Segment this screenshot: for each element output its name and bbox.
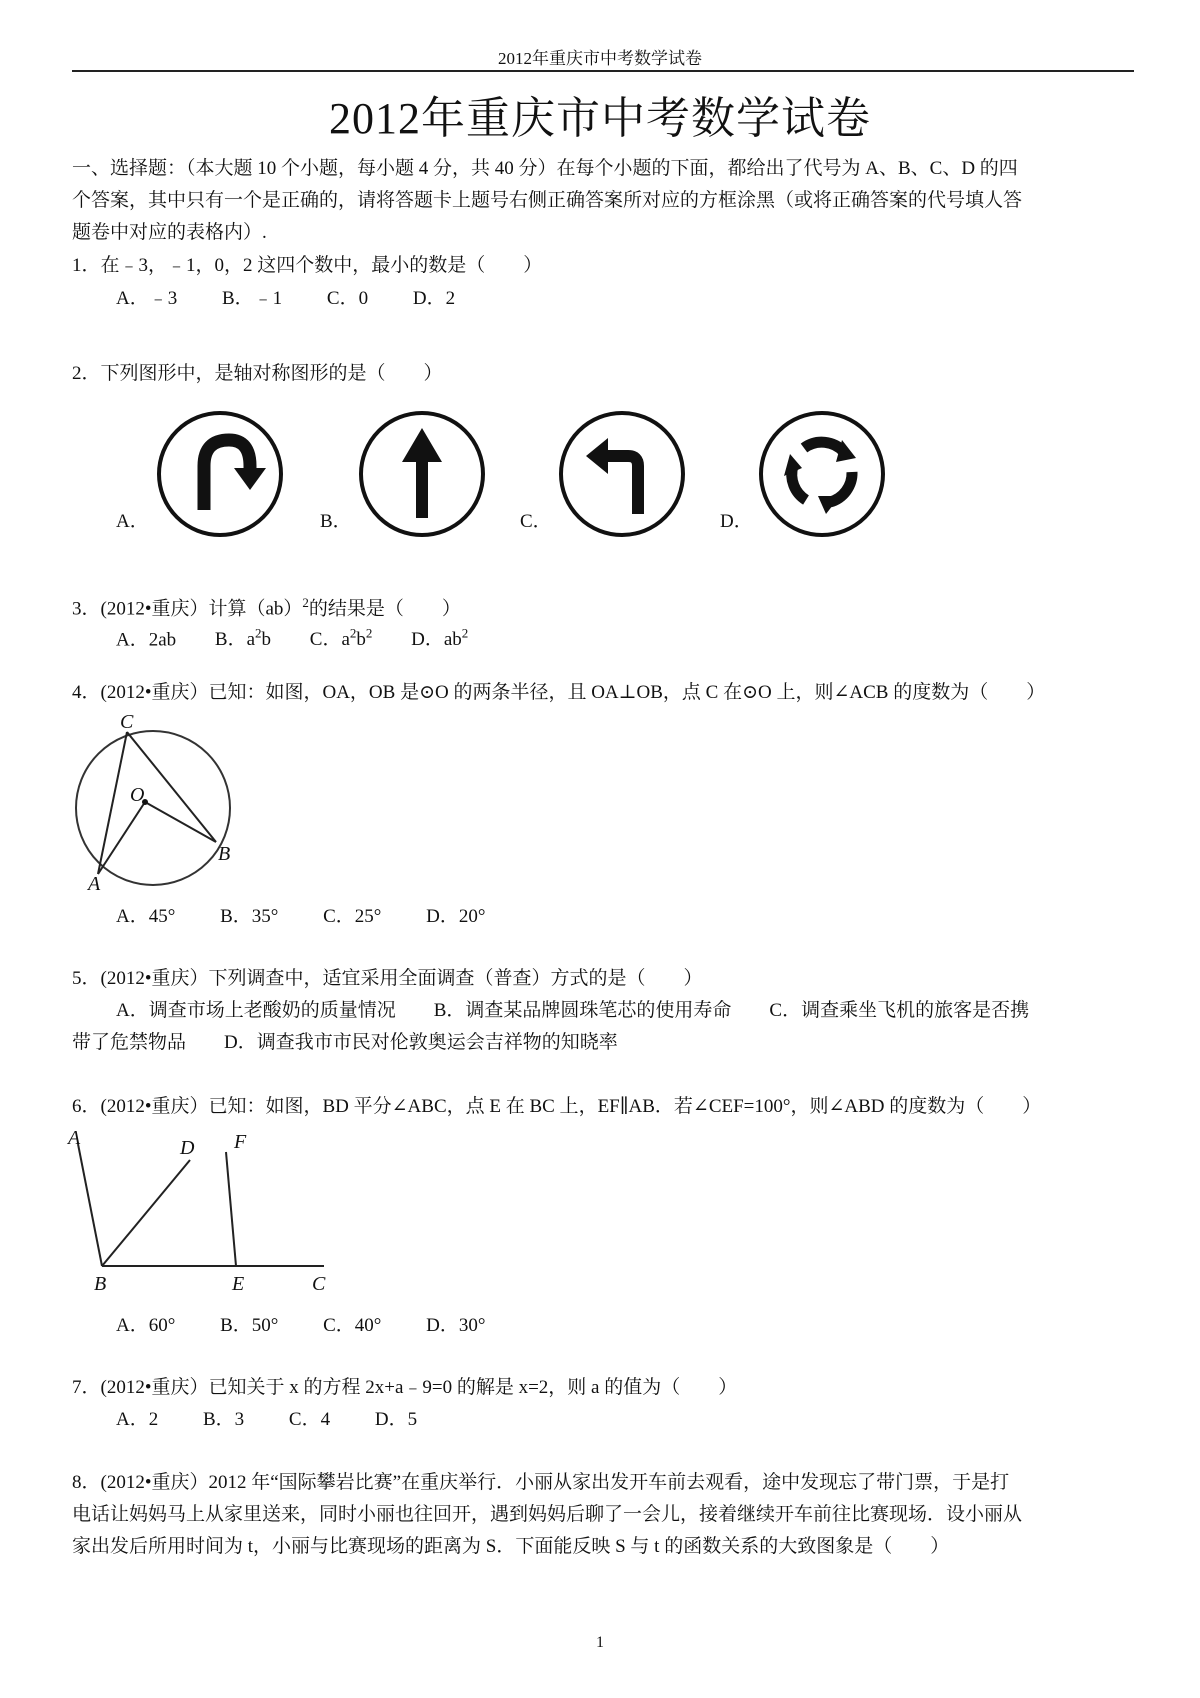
q6-option-a: A．60°: [116, 1315, 176, 1336]
q6-label-c: C: [312, 1273, 326, 1295]
question-8-stem-line-2: 电话让妈妈马上从家里送来，同时小丽也往回开，遇到妈妈后聊了一会儿，接着继续开车前往比赛现场．设小丽从: [72, 1504, 1023, 1525]
q1-option-c: C．0: [326, 288, 369, 309]
left-turn-sign-icon: [556, 408, 688, 540]
q3-option-a: A．2ab: [116, 629, 177, 651]
question-4-stem: 4．(2012•重庆）已知：如图，OA，OB 是⊙O 的两条半径，且 OA⊥OB，点 C 在⊙O 上，则∠ACB 的度数为（ ）: [72, 682, 1046, 703]
q6-label-e: E: [232, 1273, 245, 1295]
q3-option-b: B．$a^2b$: [214, 626, 272, 651]
question-2-stem: 2．下列图形中，是轴对称图形的是（ ）: [72, 363, 443, 384]
running-header: 2012年重庆市中考数学试卷: [498, 49, 702, 68]
q2-option-b-label: B．: [320, 511, 352, 532]
q2-option-c-label: C．: [520, 511, 552, 532]
q6-option-b: B．50°: [220, 1315, 279, 1336]
q2-option-d-label: D．: [720, 511, 753, 532]
question-3-options: [116, 617, 468, 656]
q4-circle-figure: [70, 710, 240, 895]
q4-option-d: D．20°: [426, 906, 486, 927]
question-6-options: [116, 1309, 485, 1342]
question-3-stem: 3．(2012•重庆）计算（ab）$^2$的结果是（ ）: [72, 595, 461, 620]
q7-option-c: C．4: [288, 1409, 331, 1430]
question-7-stem: 7．(2012•重庆）已知关于 x 的方程 2x+a﹣9=0 的解是 x=2，则 a 的值为（ ）: [72, 1377, 738, 1398]
page-number: 1: [596, 1634, 604, 1651]
q6-label-a: A: [68, 1127, 81, 1149]
question-1-stem: 1．在﹣3，﹣1，0，2 这四个数中，最小的数是（ ）: [72, 255, 543, 276]
q3-option-c: C．$a^2b^2$: [309, 626, 373, 651]
q4-option-b: B．35°: [220, 906, 279, 927]
question-7-options: [116, 1403, 417, 1436]
q1-option-d: D．2: [412, 288, 456, 309]
question-5-stem: 5．(2012•重庆）下列调查中，适宜采用全面调查（普查）方式的是（ ）: [72, 968, 703, 989]
up-arrow-sign-icon: [356, 408, 488, 540]
q6-angle-figure: [66, 1124, 346, 1304]
section-instructions-line-1: 一、选择题：（本大题 10 个小题，每小题 4 分，共 40 分）在每个小题的下面，都给出了代号为 A、B、C、D 的四: [72, 158, 1018, 179]
header-rule: [72, 70, 1134, 72]
q4-option-c: C．25°: [323, 906, 382, 927]
q1-option-a: A．﹣3: [116, 288, 178, 309]
q3-option-d: D．$ab^2$: [411, 626, 469, 651]
question-5-options-line-1: A．调查市场上老酸奶的质量情况 B．调查某品牌圆珠笔芯的使用寿命 C．调查乘坐飞机的旅客是否携: [116, 1000, 1030, 1021]
section-instructions-line-2: 个答案，其中只有一个是正确的，请将答题卡上题号右侧正确答案所对应的方框涂黑（或将正确答案的代号填人答: [72, 190, 1023, 211]
document-title: 2012年重庆市中考数学试卷: [329, 94, 871, 143]
q6-label-b: B: [94, 1273, 107, 1295]
q6-label-d: D: [180, 1137, 195, 1159]
u-turn-sign-icon: [154, 408, 286, 540]
q4-label-b: B: [218, 843, 231, 865]
q6-option-d: D．30°: [426, 1315, 486, 1336]
question-6-stem: 6．(2012•重庆）已知：如图，BD 平分∠ABC，点 E 在 BC 上，EF∥AB．若∠CEF=100°，则∠ABD 的度数为（ ）: [72, 1096, 1042, 1117]
q1-option-b: B．﹣1: [221, 288, 283, 309]
question-5-options-line-2: 带了危禁物品 D．调查我市市民对伦敦奥运会吉祥物的知晓率: [72, 1032, 618, 1053]
q4-option-a: A．45°: [116, 906, 176, 927]
question-8-stem-line-1: 8．(2012•重庆）2012 年“国际攀岩比赛”在重庆举行．小丽从家出发开车前去观看，途中发现忘了带门票，于是打: [72, 1472, 1010, 1493]
q4-label-a: A: [88, 873, 101, 895]
q4-label-o: O: [130, 784, 145, 806]
q7-option-a: A．2: [116, 1409, 159, 1430]
q6-option-c: C．40°: [323, 1315, 382, 1336]
q4-label-c: C: [120, 711, 134, 733]
q7-option-d: D．5: [374, 1409, 418, 1430]
question-8-stem-line-3: 家出发后所用时间为 t，小丽与比赛现场的距离为 S．下面能反映 S 与 t 的函数关系的大致图象是（ ）: [72, 1536, 950, 1557]
roundabout-sign-icon: [756, 408, 888, 540]
section-instructions-line-3: 题卷中对应的表格内）.: [72, 222, 267, 243]
q6-label-f: F: [234, 1131, 247, 1153]
q7-option-b: B．3: [202, 1409, 245, 1430]
question-4-options: [116, 900, 485, 933]
question-1-options: [116, 282, 455, 315]
q2-option-a-label: A．: [116, 511, 149, 532]
